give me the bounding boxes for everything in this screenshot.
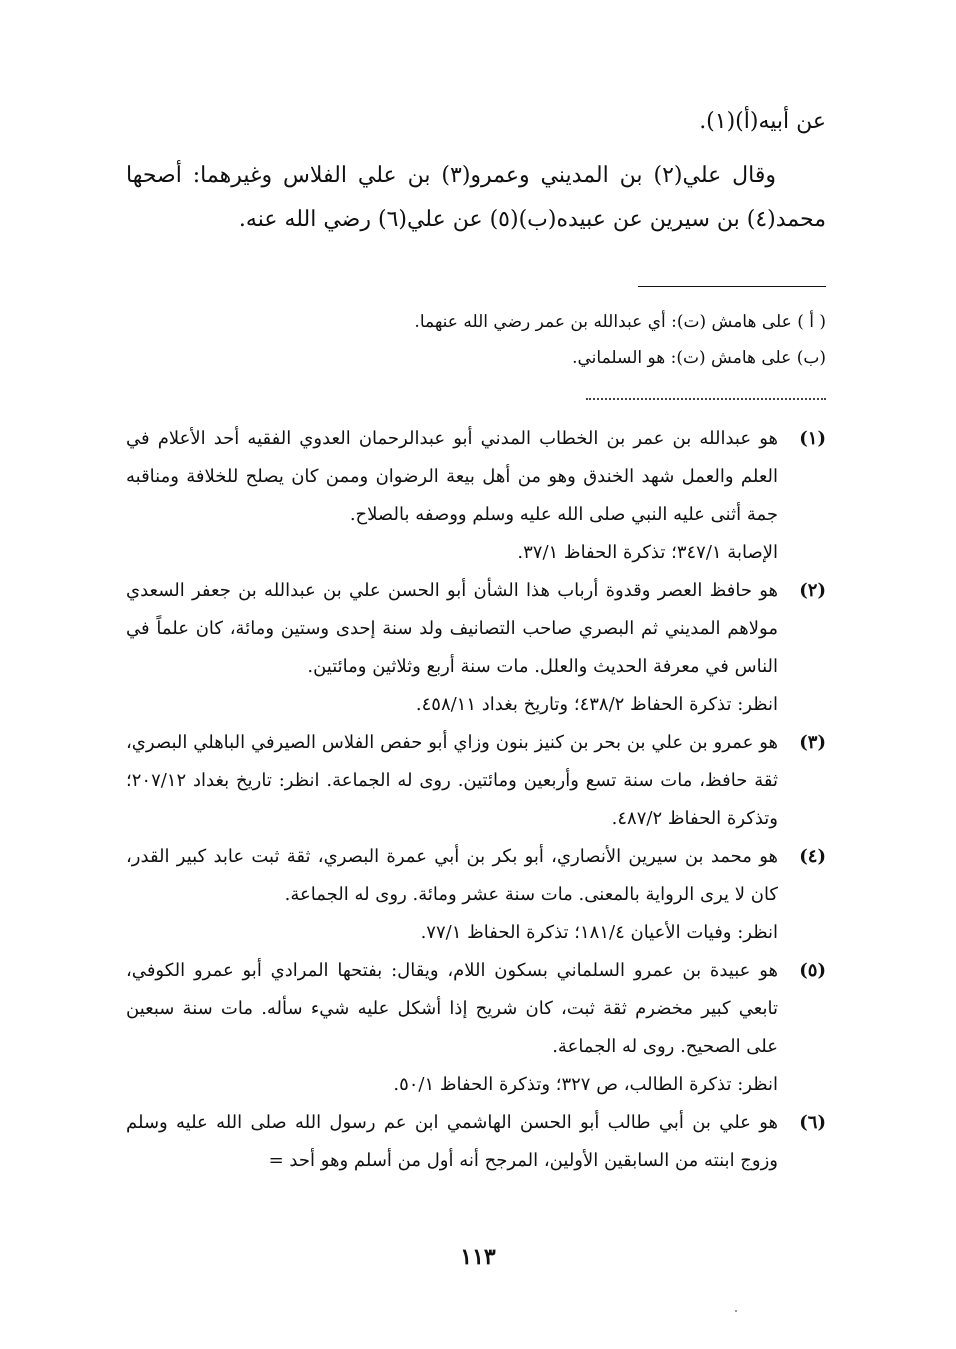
footnote-text: هو عبيدة بن عمرو السلماني بسكون اللام، ويقال: بفتحها المرادي أبو عمرو الكوفي، تابعي كبير مخضرم ثقة ثبت، كان شريح إذا أشكل عليه شيء سأله. مات سنة سبعين على الصحيح. روى له الجماعة.: [126, 960, 778, 1057]
footnote-text: هو علي بن أبي طالب أبو الحسن الهاشمي ابن عم رسول الله صلى الله عليه وسلم وزوج ابنته من السابقين الأولين، المرجح أنه أول من أسلم وهو أحد =: [126, 1112, 778, 1171]
footnote-3: [126, 724, 826, 838]
dotted-separator: [586, 398, 826, 400]
main-text-line-1: عن أبيه(أ)(١).: [699, 109, 826, 134]
footnote-body: [126, 952, 778, 1104]
footnote-reference: انظر: تذكرة الطالب، ص ٣٢٧؛ وتذكرة الحفاظ ٥٠/١.: [393, 1074, 778, 1095]
editor-notes: [126, 304, 826, 376]
footnote-body: [126, 572, 778, 724]
footnote-body: [126, 420, 778, 572]
footnote-1: [126, 420, 826, 572]
footnote-number: (٥): [799, 960, 826, 981]
footnote-text: هو عبدالله بن عمر بن الخطاب المدني أبو عبدالرحمان العدوي الفقيه أحد الأعلام في العلم والعمل شهد الخندق وهو من أهل بيعة الرضوان وممن كان يصلح للخلافة ومناقبه جمة أثنى عليه النبي صلى الله عليه وسلم ووصفه بالصلاح.: [126, 428, 778, 525]
footnote-text: هو محمد بن سيرين الأنصاري، أبو بكر بن أبي عمرة البصري، ثقة ثبت عابد كبير القدر، كان لا يرى الرواية بالمعنى. مات سنة عشر ومائة. روى له الجماعة.: [126, 846, 778, 905]
footnote-text: هو حافظ العصر وقدوة أرباب هذا الشأن أبو الحسن علي بن عبدالله بن جعفر السعدي مولاهم المديني ثم البصري صاحب التصانيف ولد سنة إحدى وستين ومائة، كان علماً في الناس في معرفة الحديث والعلل. مات سنة أربع وثلاثين ومائتين.: [126, 580, 778, 677]
footnote-text: هو عمرو بن علي بن بحر بن كنيز بنون وزاي أبو حفص الفلاس الصيرفي الباهلي البصري، ثقة حافظ، مات سنة تسع وأربعين ومائتين. روى له الجماعة. انظر: تاريخ بغداد ٢٠٧/١٢؛ وتذكرة الحفاظ ٤٨٧/٢.: [126, 732, 778, 829]
footnotes: [126, 420, 826, 1180]
footnote-number: (١): [799, 428, 826, 449]
footnote-reference: انظر: تذكرة الحفاظ ٤٣٨/٢؛ وتاريخ بغداد ٤٥٨/١١.: [415, 694, 778, 715]
footnote-2: [126, 572, 826, 724]
footnote-6: [126, 1104, 826, 1180]
editor-note-b: (ب) على هامش (ت): هو السلماني.: [572, 348, 826, 368]
footnote-reference: الإصابة ٣٤٧/١؛ تذكرة الحفاظ ٣٧/١.: [517, 542, 778, 563]
footnote-separator: [638, 286, 826, 287]
footnote-number: (٣): [799, 732, 826, 753]
main-text-paragraph: وقال علي(٢) بن المديني وعمرو(٣) بن علي الفلاس وغيرهما: أصحها محمد(٤) بن سيرين عن عبيده(ب)(٥) عن علي(٦) رضي الله عنه.: [126, 163, 826, 232]
footnote-body: [126, 838, 778, 952]
footnote-body: [126, 1104, 778, 1180]
main-text: [126, 100, 826, 242]
footnote-5: [126, 952, 826, 1104]
footnote-number: (٦): [799, 1112, 826, 1133]
footnote-number: (٤): [799, 846, 826, 867]
editor-note-a: ( أ ) على هامش (ت): أي عبدالله بن عمر رضي الله عنهما.: [414, 312, 826, 332]
scan-speck: [735, 1310, 737, 1312]
footnote-reference: انظر: وفيات الأعيان ١٨١/٤؛ تذكرة الحفاظ ٧٧/١.: [420, 922, 778, 943]
footnote-4: [126, 838, 826, 952]
page-number: ١١٣: [460, 1244, 496, 1270]
footnote-body: [126, 724, 778, 838]
footnote-number: (٢): [799, 580, 826, 601]
